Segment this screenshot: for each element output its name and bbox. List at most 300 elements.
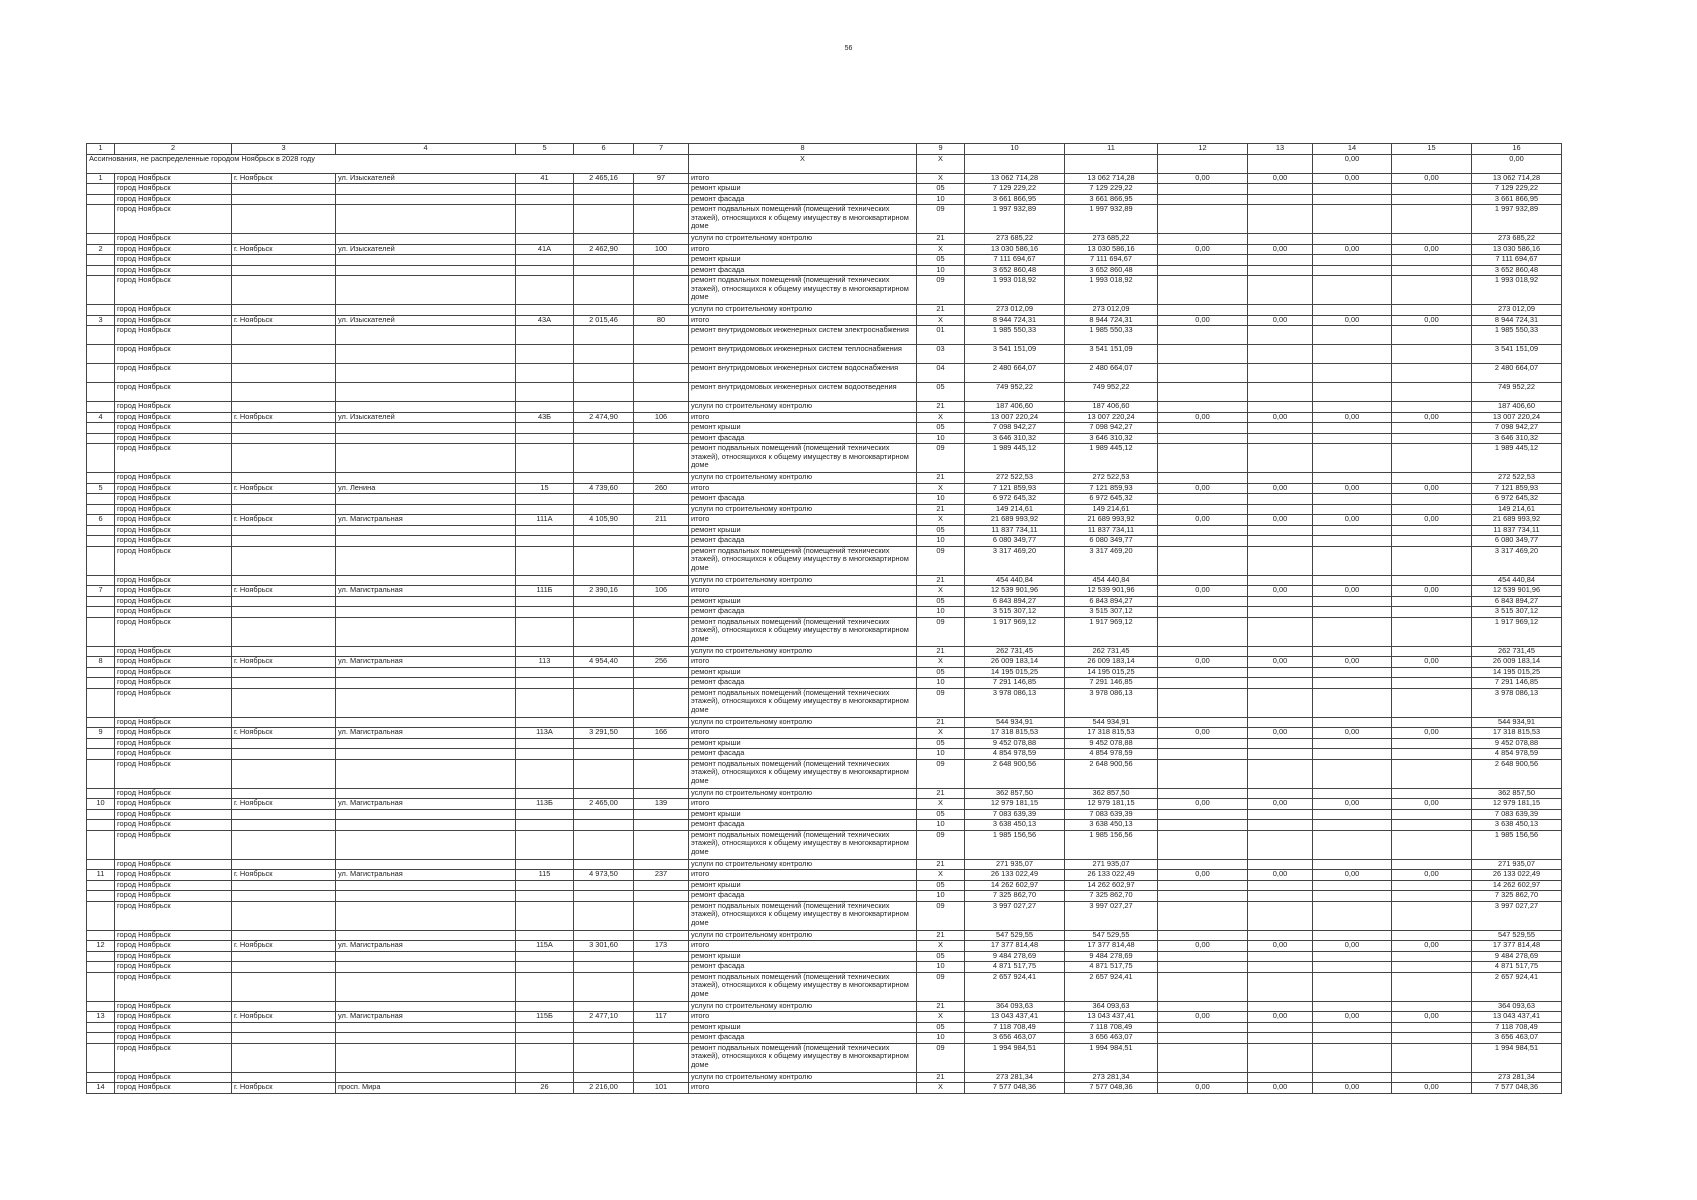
cell — [336, 423, 516, 434]
cost-col-14: 0,00 — [1313, 941, 1392, 952]
cell — [1158, 891, 1248, 902]
cell — [516, 305, 574, 316]
cell — [87, 546, 115, 575]
cost-total: 13 043 437,41 — [965, 1012, 1065, 1023]
cell — [232, 809, 336, 820]
page-number: 56 — [844, 45, 853, 52]
cost-fund: 749 952,22 — [1065, 383, 1158, 402]
cost-col-15: 0,00 — [1392, 870, 1472, 881]
house-number: 115 — [516, 870, 574, 881]
cost-fund: 273 685,22 — [1065, 234, 1158, 245]
cell — [336, 383, 516, 402]
residents: 97 — [634, 173, 689, 184]
cost-fund: 454 440,84 — [1065, 575, 1158, 586]
cell — [232, 901, 336, 930]
cell — [516, 525, 574, 536]
cell — [87, 646, 115, 657]
cost-col-13: 0,00 — [1248, 483, 1313, 494]
cell — [1392, 646, 1472, 657]
cost-col-16: 262 731,45 — [1472, 646, 1562, 657]
cell — [516, 607, 574, 618]
cell — [232, 504, 336, 515]
cell — [1313, 930, 1392, 941]
municipality: город Ноябрьск — [115, 607, 232, 618]
cost-col-12: 0,00 — [1158, 412, 1248, 423]
col-header: 11 — [1065, 144, 1158, 155]
row-number: 8 — [87, 657, 115, 668]
cell — [87, 951, 115, 962]
cost-col-13: 0,00 — [1248, 315, 1313, 326]
municipality: город Ноябрьск — [115, 483, 232, 494]
cell — [1248, 184, 1313, 195]
cell — [336, 717, 516, 728]
cell — [634, 234, 689, 245]
cell — [516, 402, 574, 413]
cell — [516, 820, 574, 831]
cell — [574, 305, 634, 316]
cell — [232, 859, 336, 870]
cell — [1313, 962, 1392, 973]
municipality: город Ноябрьск — [115, 494, 232, 505]
cost-col-16: 1 989 445,12 — [1472, 444, 1562, 473]
cost-col-16: 6 843 894,27 — [1472, 596, 1562, 607]
municipality: город Ноябрьск — [115, 809, 232, 820]
cell — [1313, 596, 1392, 607]
municipality: город Ноябрьск — [115, 749, 232, 760]
cost-col-12: 0,00 — [1158, 870, 1248, 881]
cost-total: 12 979 181,15 — [965, 799, 1065, 810]
cell — [232, 494, 336, 505]
cost-col-12: 0,00 — [1158, 1083, 1248, 1094]
cell — [516, 326, 574, 345]
cell — [232, 759, 336, 788]
cell — [87, 205, 115, 234]
cell — [1313, 667, 1392, 678]
work-name: услуги по строительному контролю — [689, 1072, 917, 1083]
cell — [232, 444, 336, 473]
cell — [87, 667, 115, 678]
cell — [1392, 546, 1472, 575]
cell — [232, 1072, 336, 1083]
cell — [336, 667, 516, 678]
cost-col-12: 0,00 — [1158, 515, 1248, 526]
work-name: ремонт крыши — [689, 1022, 917, 1033]
cell — [516, 234, 574, 245]
cell — [87, 1033, 115, 1044]
cell — [574, 1001, 634, 1012]
cell — [232, 194, 336, 205]
cell — [634, 326, 689, 345]
cell — [232, 536, 336, 547]
cell — [232, 646, 336, 657]
work-name: ремонт фасада — [689, 265, 917, 276]
house-total-row — [87, 586, 1562, 597]
cell — [87, 265, 115, 276]
cell — [1392, 951, 1472, 962]
cost-fund: 3 661 866,95 — [1065, 194, 1158, 205]
cell — [574, 494, 634, 505]
work-code: 04 — [917, 364, 965, 383]
cell — [87, 575, 115, 586]
cell — [87, 788, 115, 799]
settlement: г. Ноябрьск — [232, 657, 336, 668]
cost-total: 13 062 714,28 — [965, 173, 1065, 184]
total-area: 2 462,90 — [574, 244, 634, 255]
cost-total: 187 406,60 — [965, 402, 1065, 413]
cost-fund: 272 522,53 — [1065, 473, 1158, 484]
municipality: город Ноябрьск — [115, 444, 232, 473]
work-name: итого — [689, 870, 917, 881]
work-code: X — [917, 244, 965, 255]
work-row — [87, 820, 1562, 831]
cell — [336, 1043, 516, 1072]
cell — [336, 1033, 516, 1044]
cell — [634, 1022, 689, 1033]
work-name: ремонт подвальных помещений (помещений технических этажей), относящихся к общему имуществу в многоквартирном доме — [689, 688, 917, 717]
street: ул. Изыскателей — [336, 173, 516, 184]
municipality: город Ноябрьск — [115, 930, 232, 941]
cost-col-16: 7 291 146,85 — [1472, 678, 1562, 689]
cell — [1158, 1043, 1248, 1072]
cell — [1248, 1022, 1313, 1033]
municipality: город Ноябрьск — [115, 515, 232, 526]
cell — [516, 423, 574, 434]
cell — [574, 759, 634, 788]
work-row — [87, 678, 1562, 689]
work-code: 10 — [917, 820, 965, 831]
cost-col-12: 0,00 — [1158, 483, 1248, 494]
cell — [232, 345, 336, 364]
cost-fund: 3 515 307,12 — [1065, 607, 1158, 618]
cost-col-15: 0,00 — [1392, 173, 1472, 184]
cell — [1392, 809, 1472, 820]
cost-col-13: 0,00 — [1248, 799, 1313, 810]
work-code: 09 — [917, 546, 965, 575]
cost-fund: 1 985 550,33 — [1065, 326, 1158, 345]
cell — [1158, 1033, 1248, 1044]
settlement: г. Ноябрьск — [232, 412, 336, 423]
cell — [1158, 678, 1248, 689]
cell — [574, 473, 634, 484]
cell — [1392, 504, 1472, 515]
cell — [336, 525, 516, 536]
cell — [634, 1072, 689, 1083]
house-number: 115А — [516, 941, 574, 952]
house-number: 113А — [516, 728, 574, 739]
cell — [1158, 423, 1248, 434]
cell — [336, 305, 516, 316]
cell — [516, 901, 574, 930]
cost-col-16: 7 083 639,39 — [1472, 809, 1562, 820]
cell — [574, 738, 634, 749]
cell — [574, 617, 634, 646]
cell — [1392, 1043, 1472, 1072]
cost-total: 1 994 984,51 — [965, 1043, 1065, 1072]
work-row — [87, 738, 1562, 749]
cost-total: 547 529,55 — [965, 930, 1065, 941]
cell — [87, 891, 115, 902]
cell — [87, 1072, 115, 1083]
municipality: город Ноябрьск — [115, 345, 232, 364]
cost-col-16: 364 093,63 — [1472, 1001, 1562, 1012]
cell — [1248, 820, 1313, 831]
house-total-row — [87, 483, 1562, 494]
cell — [336, 809, 516, 820]
municipality: город Ноябрьск — [115, 255, 232, 266]
cell — [1392, 473, 1472, 484]
cell — [232, 402, 336, 413]
row-number: 1 — [87, 173, 115, 184]
cell — [232, 880, 336, 891]
col-header: 6 — [574, 144, 634, 155]
cell — [232, 930, 336, 941]
cell — [87, 688, 115, 717]
municipality: город Ноябрьск — [115, 423, 232, 434]
work-name: ремонт внутридомовых инженерных систем водоснабжения — [689, 364, 917, 383]
cell — [1248, 930, 1313, 941]
work-row — [87, 444, 1562, 473]
work-name: ремонт подвальных помещений (помещений технических этажей), относящихся к общему имуществу в многоквартирном доме — [689, 759, 917, 788]
cost-fund: 9 484 278,69 — [1065, 951, 1158, 962]
cell — [1158, 1001, 1248, 1012]
residents: 80 — [634, 315, 689, 326]
residents: 166 — [634, 728, 689, 739]
cost-col-16: 3 656 463,07 — [1472, 1033, 1562, 1044]
cell — [1313, 972, 1392, 1001]
cost-total: 3 515 307,12 — [965, 607, 1065, 618]
work-name: услуги по строительному контролю — [689, 930, 917, 941]
municipality: город Ноябрьск — [115, 244, 232, 255]
cell — [574, 536, 634, 547]
cell — [574, 546, 634, 575]
municipality: город Ноябрьск — [115, 473, 232, 484]
cell — [1158, 901, 1248, 930]
cost-col-16: 26 009 183,14 — [1472, 657, 1562, 668]
cell — [1313, 859, 1392, 870]
settlement: г. Ноябрьск — [232, 515, 336, 526]
cost-fund: 3 646 310,32 — [1065, 433, 1158, 444]
row-number: 13 — [87, 1012, 115, 1023]
cell — [1248, 525, 1313, 536]
cell — [574, 205, 634, 234]
work-name: услуги по строительному контролю — [689, 473, 917, 484]
municipality: город Ноябрьск — [115, 667, 232, 678]
work-code: 10 — [917, 265, 965, 276]
cell — [1392, 830, 1472, 859]
cell — [1248, 536, 1313, 547]
cost-total: 7 118 708,49 — [965, 1022, 1065, 1033]
cell — [1392, 859, 1472, 870]
cost-col-12: 0,00 — [1158, 1012, 1248, 1023]
cell — [634, 504, 689, 515]
work-code: 09 — [917, 276, 965, 305]
work-code: 09 — [917, 1043, 965, 1072]
cost-col-16: 544 934,91 — [1472, 717, 1562, 728]
cell — [1392, 326, 1472, 345]
cell — [1158, 880, 1248, 891]
cost-fund: 26 009 183,14 — [1065, 657, 1158, 668]
cell — [336, 402, 516, 413]
col-header: 16 — [1472, 144, 1562, 155]
cell — [1313, 473, 1392, 484]
work-name: услуги по строительному контролю — [689, 234, 917, 245]
work-name: ремонт крыши — [689, 738, 917, 749]
cost-col-16: 14 262 602,97 — [1472, 880, 1562, 891]
work-name: итого — [689, 515, 917, 526]
cell — [1158, 154, 1248, 173]
settlement: г. Ноябрьск — [232, 483, 336, 494]
cell — [1313, 383, 1392, 402]
row-number: 5 — [87, 483, 115, 494]
municipality: город Ноябрьск — [115, 1043, 232, 1072]
cell — [87, 759, 115, 788]
cell — [634, 364, 689, 383]
cost-col-16: 2 480 664,07 — [1472, 364, 1562, 383]
cost-col-13: 0,00 — [1248, 1012, 1313, 1023]
cell — [1158, 859, 1248, 870]
cost-col-16: 4 871 517,75 — [1472, 962, 1562, 973]
cell — [1158, 820, 1248, 831]
cost-col-16: 1 997 932,89 — [1472, 205, 1562, 234]
cost-col-16: 13 007 220,24 — [1472, 412, 1562, 423]
work-name: ремонт фасада — [689, 607, 917, 618]
cell — [1248, 1033, 1313, 1044]
cell — [1313, 305, 1392, 316]
cell — [336, 494, 516, 505]
cell — [1158, 525, 1248, 536]
cost-col-13: 0,00 — [1248, 728, 1313, 739]
cell — [336, 1001, 516, 1012]
cell — [516, 444, 574, 473]
cell — [1248, 859, 1313, 870]
cost-fund: 7 098 942,27 — [1065, 423, 1158, 434]
cost-total: 26 009 183,14 — [965, 657, 1065, 668]
cost-total: 1 917 969,12 — [965, 617, 1065, 646]
cell — [1313, 951, 1392, 962]
cell — [232, 1033, 336, 1044]
cell — [1248, 205, 1313, 234]
work-code: X — [917, 870, 965, 881]
cost-fund: 364 093,63 — [1065, 1001, 1158, 1012]
cell — [87, 525, 115, 536]
cost-fund: 271 935,07 — [1065, 859, 1158, 870]
cost-total: 2 648 900,56 — [965, 759, 1065, 788]
cell — [516, 364, 574, 383]
cell — [516, 646, 574, 657]
cell — [634, 646, 689, 657]
cell — [87, 830, 115, 859]
work-name: ремонт крыши — [689, 525, 917, 536]
cost-col-13: 0,00 — [1248, 586, 1313, 597]
cell — [574, 951, 634, 962]
work-name: итого — [689, 657, 917, 668]
work-row — [87, 1001, 1562, 1012]
cost-fund: 547 529,55 — [1065, 930, 1158, 941]
cell — [516, 276, 574, 305]
work-code: 09 — [917, 759, 965, 788]
cell — [516, 717, 574, 728]
cost-col-16: 9 484 278,69 — [1472, 951, 1562, 962]
row-number: 6 — [87, 515, 115, 526]
cost-fund: 7 325 862,70 — [1065, 891, 1158, 902]
cost-col-16: 3 317 469,20 — [1472, 546, 1562, 575]
cost-fund: 17 377 814,48 — [1065, 941, 1158, 952]
cell — [1248, 494, 1313, 505]
cell — [336, 688, 516, 717]
cell — [1158, 759, 1248, 788]
residents: 139 — [634, 799, 689, 810]
cell — [1158, 305, 1248, 316]
cost-total: 3 652 860,48 — [965, 265, 1065, 276]
cost-col-15: 0,00 — [1392, 515, 1472, 526]
settlement: г. Ноябрьск — [232, 1083, 336, 1094]
cost-col-16: 8 944 724,31 — [1472, 315, 1562, 326]
cell — [1313, 276, 1392, 305]
municipality: город Ноябрьск — [115, 1012, 232, 1023]
cell — [516, 891, 574, 902]
cost-col-16: 3 541 151,09 — [1472, 345, 1562, 364]
cell — [232, 255, 336, 266]
cost-total: 7 098 942,27 — [965, 423, 1065, 434]
cost-total: 1 997 932,89 — [965, 205, 1065, 234]
work-name: услуги по строительному контролю — [689, 788, 917, 799]
cell — [87, 234, 115, 245]
street: просп. Мира — [336, 1083, 516, 1094]
cost-col-16: 3 978 086,13 — [1472, 688, 1562, 717]
work-code: 21 — [917, 1072, 965, 1083]
house-total-row — [87, 941, 1562, 952]
municipality: город Ноябрьск — [115, 901, 232, 930]
residents: 256 — [634, 657, 689, 668]
work-code: 10 — [917, 494, 965, 505]
total-area: 2 465,00 — [574, 799, 634, 810]
cost-col-15: 0,00 — [1392, 941, 1472, 952]
cost-fund: 544 934,91 — [1065, 717, 1158, 728]
cost-col-13: 0,00 — [1248, 941, 1313, 952]
unallocated-label: Ассигнования, не распределенные городом Ноябрьск в 2028 году — [87, 154, 689, 173]
cell — [1313, 433, 1392, 444]
cell — [232, 265, 336, 276]
cost-total: 454 440,84 — [965, 575, 1065, 586]
work-code: 09 — [917, 972, 965, 1001]
work-code: 09 — [917, 830, 965, 859]
cell — [232, 1043, 336, 1072]
cost-col-13: 0,00 — [1248, 412, 1313, 423]
work-row — [87, 809, 1562, 820]
work-name: ремонт внутридомовых инженерных систем электроснабжения — [689, 326, 917, 345]
cell — [1392, 402, 1472, 413]
cell — [87, 194, 115, 205]
house-number: 15 — [516, 483, 574, 494]
municipality: город Ноябрьск — [115, 1001, 232, 1012]
municipality: город Ноябрьск — [115, 617, 232, 646]
municipality: город Ноябрьск — [115, 194, 232, 205]
house-total-row — [87, 244, 1562, 255]
cell — [634, 880, 689, 891]
cell — [574, 423, 634, 434]
cell — [336, 184, 516, 195]
cost-col-16: 21 689 993,92 — [1472, 515, 1562, 526]
cost-col-14: 0,00 — [1313, 244, 1392, 255]
cost-total: 272 522,53 — [965, 473, 1065, 484]
cell — [1313, 646, 1392, 657]
cell — [634, 305, 689, 316]
cell — [516, 494, 574, 505]
work-code: 05 — [917, 383, 965, 402]
cell — [1392, 184, 1472, 195]
work-name: услуги по строительному контролю — [689, 305, 917, 316]
municipality: город Ноябрьск — [115, 688, 232, 717]
